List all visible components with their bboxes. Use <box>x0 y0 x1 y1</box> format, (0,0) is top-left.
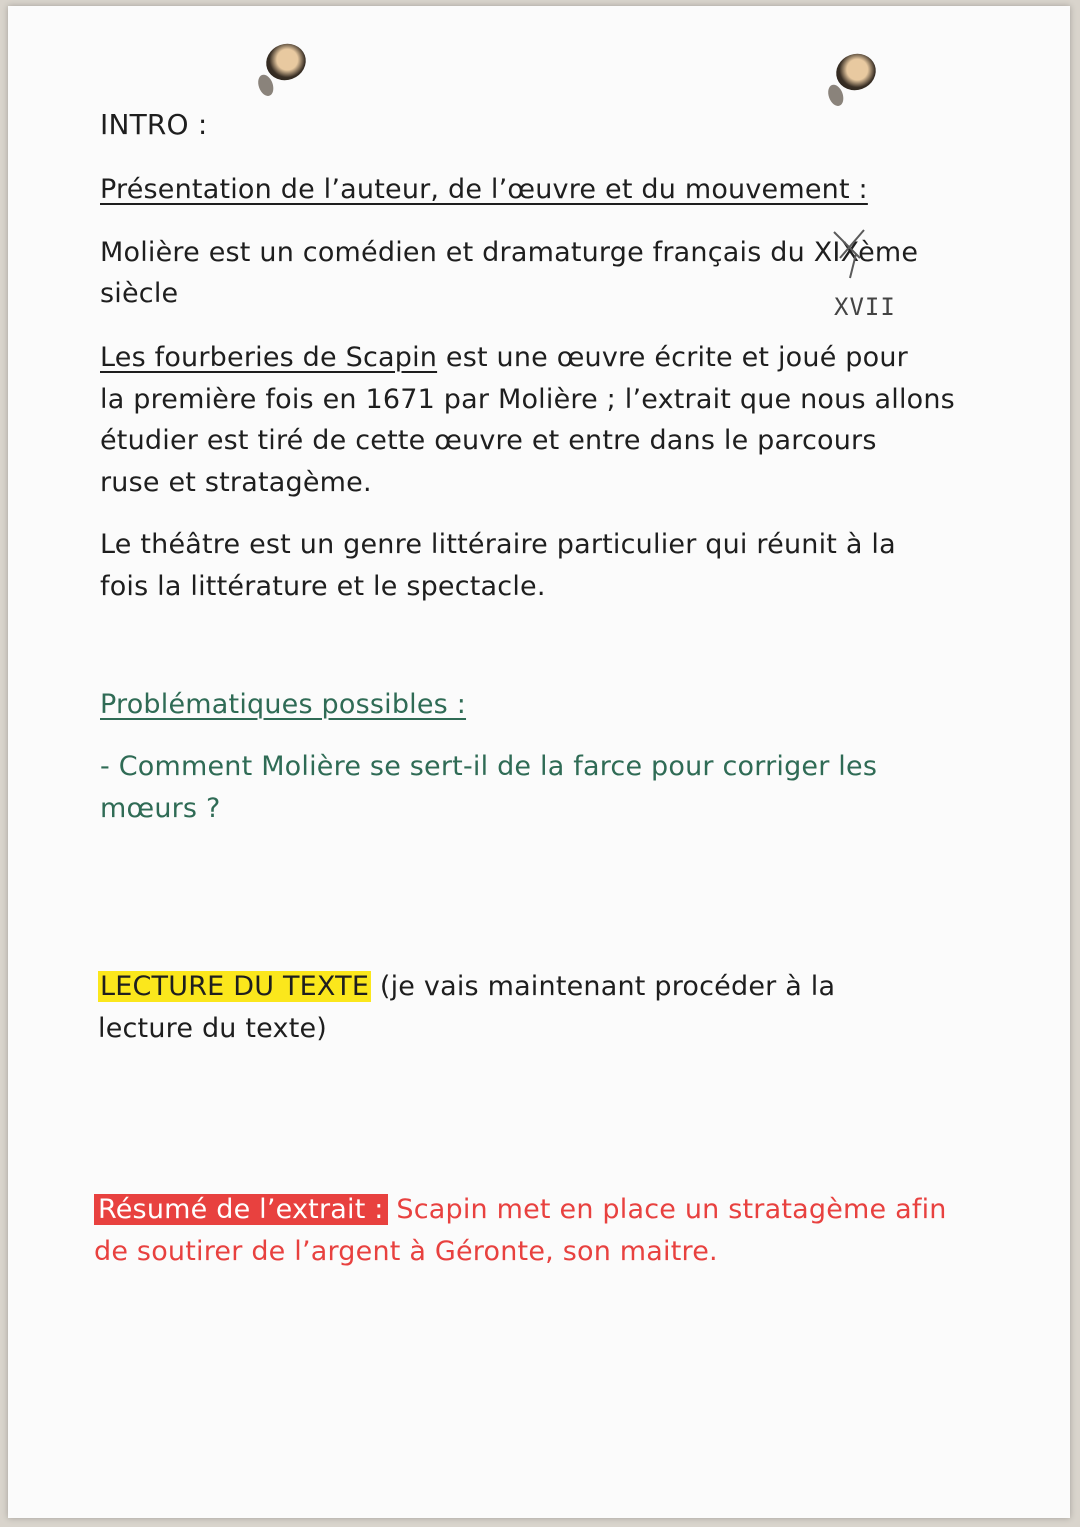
lecture-line-1 <box>98 966 835 1008</box>
struck-century: XIX <box>813 237 859 268</box>
paragraph-author-line-1 <box>100 232 918 274</box>
paragraph-theatre-line-1: Le théâtre est un genre littéraire particulier qui réunit à la <box>100 529 896 560</box>
notes-page <box>8 6 1070 1518</box>
lecture-label: LECTURE DU TEXTE <box>100 971 370 1002</box>
paragraph-work-line-1 <box>100 337 908 379</box>
lecture-text: (je vais maintenant procéder à la <box>371 971 836 1002</box>
century-correction: XVII <box>834 293 896 321</box>
paragraph-work-line-2: la première fois en 1671 par Molière ; l’extrait que nous allons <box>100 384 955 415</box>
century-suffix: ème <box>858 237 919 268</box>
problematiques-heading: Problématiques possibles : <box>100 689 467 720</box>
work-title: Les fourberies de Scapin <box>100 342 438 373</box>
punch-hole-left <box>261 38 311 86</box>
paragraph-work-line-3: étudier est tiré de cette œuvre et entre dans le parcours <box>100 425 877 456</box>
resume-text: Scapin met en place un stratagème afin <box>387 1194 947 1225</box>
question-line-1: - Comment Molière se sert-il de la farce pour corriger les <box>100 751 878 782</box>
punch-hole-right <box>831 48 881 96</box>
paragraph-theatre-line-2: fois la littérature et le spectacle. <box>100 571 546 602</box>
resume-line-1 <box>94 1189 947 1231</box>
intro-heading: INTRO : <box>100 108 208 141</box>
author-text: Molière est un comédien et dramaturge français du <box>100 237 814 268</box>
question-line-2: mœurs ? <box>100 793 221 824</box>
work-text: est une œuvre écrite et joué pour <box>437 342 908 373</box>
paragraph-work-line-4: ruse et stratagème. <box>100 467 372 498</box>
lecture-line-2: lecture du texte) <box>98 1013 328 1044</box>
resume-label: Résumé de l’extrait : <box>94 1194 388 1225</box>
paragraph-author-line-2: siècle <box>100 278 179 309</box>
resume-line-2: de soutirer de l’argent à Géronte, son maitre. <box>94 1236 718 1267</box>
presentation-heading: Présentation de l’auteur, de l’œuvre et du mouvement : <box>100 174 868 205</box>
